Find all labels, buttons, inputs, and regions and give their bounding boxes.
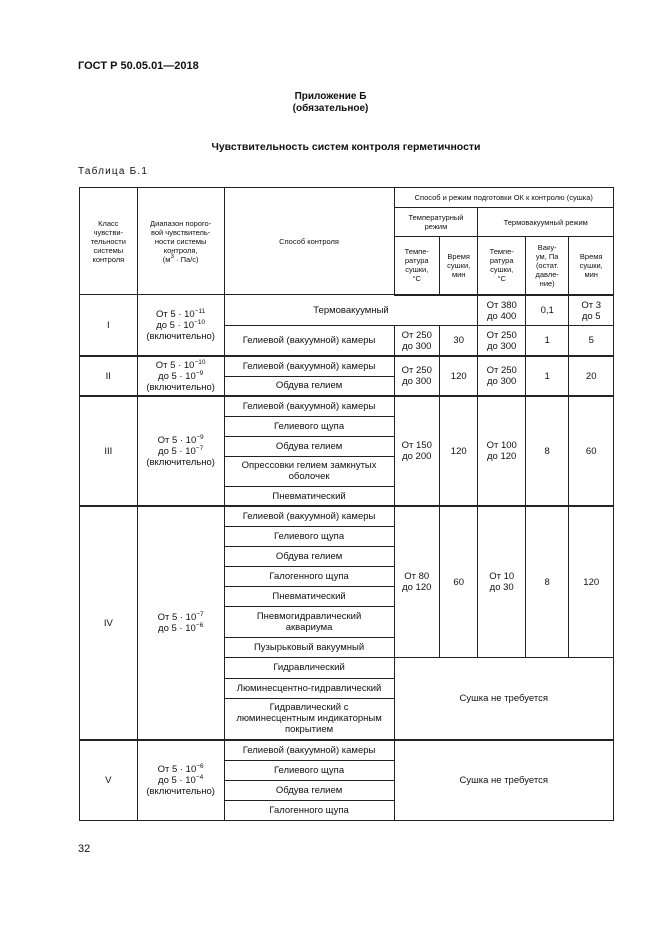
section-title: Чувствительность систем контроля герметичности [211, 141, 481, 153]
header-vacuum: Ваку- ум, Па (остат. давле- ние) [525, 237, 568, 295]
header-temp-drying: Темпе- ратура сушки, °С [394, 237, 440, 295]
vac-temp-cell: От 380 до 400 [478, 295, 526, 326]
method-cell: Обдува гелием [224, 376, 394, 396]
method-cell: Пневмогидравлический аквариума [224, 607, 394, 638]
no-drying-cell: Сушка не требуется [394, 740, 614, 820]
method-cell: Обдува гелием [224, 436, 394, 456]
range-cell: От $5 \cdot 10^{-11}$ до $5 \cdot 10^{-10}$ (включительно) [137, 295, 224, 356]
method-cell: Люминесцентно-гидравлический [224, 678, 394, 698]
method-cell: Галогенного щупа [224, 800, 394, 820]
header-class: Класс чувстви- тельности системы контроля [80, 188, 138, 295]
vac-time-cell: 120 [569, 506, 614, 657]
method-cell: Гелиевого щупа [224, 416, 394, 436]
vac-temp-cell: От 100 до 120 [478, 396, 526, 506]
method-cell: Опрессовки гелием замкнутых оболочек [224, 456, 394, 486]
method-cell: Обдува гелием [224, 780, 394, 800]
vacuum-cell: 0,1 [525, 295, 568, 326]
vac-temp-cell: От 10 до 30 [478, 506, 526, 657]
method-cell: Пузырьковый вакуумный [224, 638, 394, 658]
class-cell: II [80, 356, 138, 396]
header-range: Диапазон порого- вой чувствитель- ности системы контроля, $(м^3 \cdot Па/с)$ [137, 188, 224, 295]
vac-time-cell: 20 [569, 356, 614, 396]
header-method: Способ контроля [224, 188, 394, 295]
vac-time-cell: 60 [569, 396, 614, 506]
sensitivity-table [79, 187, 614, 821]
document-header: ГОСТ Р 50.05.01—2018 [78, 60, 199, 72]
class-cell: III [80, 396, 138, 506]
temp-cell: От 150 до 200 [394, 396, 440, 506]
vac-time-cell: От 3 до 5 [569, 295, 614, 326]
method-cell: Гелиевой (вакуумной) камеры [224, 326, 394, 356]
time-cell: 60 [440, 506, 478, 657]
class-cell: V [80, 740, 138, 820]
no-drying-cell: Сушка не требуется [394, 658, 614, 740]
time-cell: 120 [440, 396, 478, 506]
header-prep: Способ и режим подготовки ОК к контролю (сушка) [394, 188, 614, 208]
table-label: Таблица Б.1 [78, 166, 149, 177]
appendix-title: Приложение Б [294, 91, 367, 102]
method-cell: Пневматический [224, 486, 394, 506]
time-cell: 30 [440, 326, 478, 356]
header-vac-temp-drying: Темпе- ратура сушки, °С [478, 237, 526, 295]
vacuum-cell: 8 [525, 506, 568, 657]
method-cell: Гидравлический [224, 658, 394, 678]
method-cell: Термовакуумный [224, 295, 478, 326]
temp-cell: От 250 до 300 [394, 356, 440, 396]
vac-temp-cell: От 250 до 300 [478, 326, 526, 356]
range-cell: От $5 \cdot 10^{-9}$ до $5 \cdot 10^{-7}$ (включительно) [137, 396, 224, 506]
appendix-status: (обязательное) [292, 103, 369, 114]
time-cell: 120 [440, 356, 478, 396]
temp-cell: От 250 до 300 [394, 326, 440, 356]
range-cell: От $5 \cdot 10^{-6}$ до $5 \cdot 10^{-4}$ (включительно) [137, 740, 224, 820]
header-vac-time-drying: Время сушки, мин [569, 237, 614, 295]
method-cell: Гидравлический с люминесцентным индикаторным покрытием [224, 698, 394, 740]
method-cell: Галогенного щупа [224, 567, 394, 587]
method-cell: Пневматический [224, 587, 394, 607]
range-cell: От $5 \cdot 10^{-10}$ до $5 \cdot 10^{-9}$ (включительно) [137, 356, 224, 396]
method-cell: Гелиевой (вакуумной) камеры [224, 356, 394, 376]
vacuum-cell: 1 [525, 356, 568, 396]
method-cell: Гелиевой (вакуумной) камеры [224, 740, 394, 760]
range-cell: От $5 \cdot 10^{-7}$ до $5 \cdot 10^{-6}$ [137, 506, 224, 740]
class-cell: IV [80, 506, 138, 740]
method-cell: Гелиевого щупа [224, 760, 394, 780]
method-cell: Обдува гелием [224, 547, 394, 567]
method-cell: Гелиевого щупа [224, 527, 394, 547]
method-cell: Гелиевой (вакуумной) камеры [224, 396, 394, 416]
vacuum-cell: 1 [525, 326, 568, 356]
header-vac-mode: Термовакуумный режим [478, 208, 614, 237]
method-cell: Гелиевой (вакуумной) камеры [224, 506, 394, 526]
page-number: 32 [78, 843, 91, 855]
header-time-drying: Время сушки, мин [440, 237, 478, 295]
vac-temp-cell: От 250 до 300 [478, 356, 526, 396]
vac-time-cell: 5 [569, 326, 614, 356]
class-cell: I [80, 295, 138, 356]
vacuum-cell: 8 [525, 396, 568, 506]
temp-cell: От 80 до 120 [394, 506, 440, 657]
header-temp-mode: Температурный режим [394, 208, 478, 237]
